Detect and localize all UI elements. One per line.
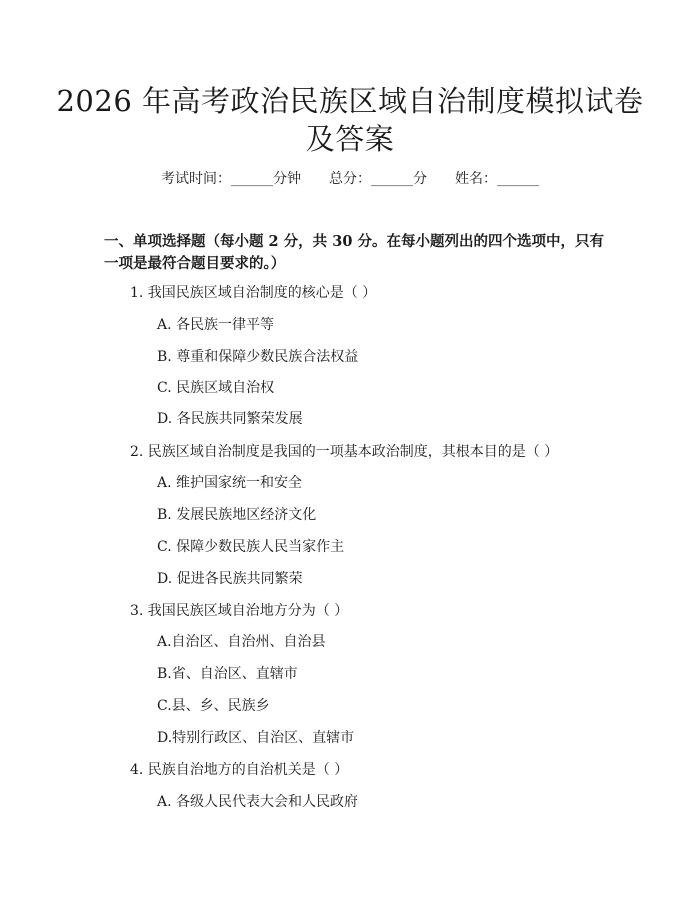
question-2-option-d: D. 促进各民族共同繁荣 xyxy=(157,571,303,587)
question-1-option-b: B. 尊重和保障少数民族合法权益 xyxy=(157,349,359,365)
question-4-option-a: A. 各级人民代表大会和人民政府 xyxy=(157,794,359,810)
question-2-option-b: B. 发展民族地区经济文化 xyxy=(157,507,317,523)
question-3-option-d: D.特别行政区、自治区、直辖市 xyxy=(157,730,355,746)
exam-title-line-1: 2026 年高考政治民族区域自治制度模拟试卷 xyxy=(56,84,644,118)
question-4-stem: 4. 民族自治地方的自治机关是（ ） xyxy=(130,762,349,778)
question-2-stem: 2. 民族区域自治制度是我国的一项基本政治制度，其根本目的是（ ） xyxy=(130,444,559,460)
exam-info-line: 考试时间：______分钟 总分：______分 姓名：______ xyxy=(161,171,539,187)
question-1-option-d: D. 各民族共同繁荣发展 xyxy=(157,411,303,427)
exam-title-line-2: 及答案 xyxy=(305,122,395,156)
question-1-option-a: A. 各民族一律平等 xyxy=(157,317,275,333)
question-1-option-c: C. 民族区域自治权 xyxy=(157,380,275,396)
question-2-option-c: C. 保障少数民族人民当家作主 xyxy=(157,539,345,555)
question-3-option-c: C.县、乡、民族乡 xyxy=(157,698,270,714)
section-heading: 一、单项选择题（每小题 2 分，共 30 分。在每小题列出的四个选项中，只有一项是最符合题目要求的。） xyxy=(104,233,604,272)
exam-title xyxy=(0,82,700,158)
question-3-stem: 3. 我国民族区域自治地方分为（ ） xyxy=(130,603,349,619)
question-3-option-b: B.省、自治区、直辖市 xyxy=(157,666,298,682)
question-2-option-a: A. 维护国家统一和安全 xyxy=(157,475,303,491)
question-3-option-a: A.自治区、自治州、自治县 xyxy=(157,634,326,650)
question-1-stem: 1. 我国民族区域自治制度的核心是（ ） xyxy=(130,285,377,301)
